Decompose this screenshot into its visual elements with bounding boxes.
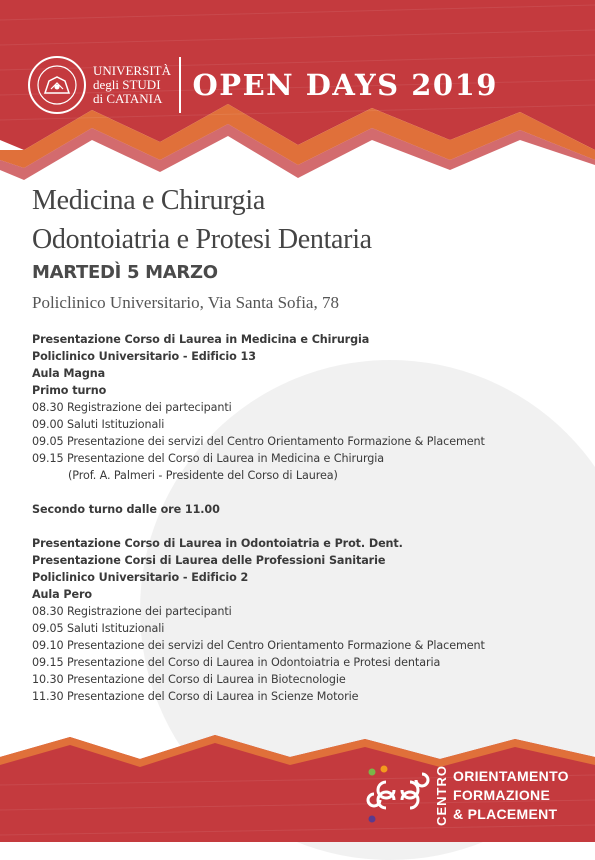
program-heading: Aula Magna — [32, 367, 106, 380]
event-location: Policlinico Universitario, Via Santa Sofia, 78 — [32, 293, 339, 312]
schedule-note: (Prof. A. Palmeri - Presidente del Corso di Laurea) — [68, 469, 338, 482]
university-seal-icon — [27, 55, 87, 115]
schedule-item: 09.00 Saluti Istituzionali — [32, 418, 165, 431]
header-divider — [179, 57, 181, 113]
header — [27, 57, 498, 113]
cofp-vertical-label: CENTRO — [434, 764, 449, 826]
schedule-item: 08.30 Registrazione dei partecipanti — [32, 605, 232, 618]
schedule-item: 09.10 Presentazione dei servizi del Centro Orientamento Formazione & Placement — [32, 639, 485, 652]
schedule-item: 09.15 Presentazione del Corso di Laurea in Odontoiatria e Protesi dentaria — [32, 656, 441, 669]
program — [32, 331, 572, 705]
program-heading: Policlinico Universitario - Edificio 13 — [32, 350, 256, 363]
cofp-logo — [364, 764, 569, 826]
schedule-item: 09.15 Presentazione del Corso di Laurea in Medicina e Chirurgia — [32, 452, 385, 465]
page-subtitle: Odontoiatria e Protesi Dentaria — [32, 224, 372, 255]
event-title: OPEN DAYS 2019 — [192, 68, 498, 102]
program-heading: Presentazione Corso di Laurea in Medicina e Chirurgia — [32, 333, 370, 346]
page-title: Medicina e Chirurgia — [32, 185, 265, 216]
schedule-item: 09.05 Presentazione dei servizi del Centro Orientamento Formazione & Placement — [32, 435, 485, 448]
schedule-item: 10.30 Presentazione del Corso di Laurea in Biotecnologie — [32, 673, 346, 686]
cofp-text — [453, 767, 569, 824]
cofp-line: ORIENTAMENTO — [453, 767, 569, 784]
schedule-item: 11.30 Presentazione del Corso di Laurea in Scienze Motorie — [32, 690, 359, 703]
schedule-item: 09.05 Saluti Istituzionali — [32, 622, 165, 635]
program-heading: Policlinico Universitario - Edificio 2 — [32, 571, 249, 584]
program-heading: Presentazione Corsi di Laurea delle Professioni Sanitarie — [32, 554, 386, 567]
event-date: MARTEDÌ 5 MARZO — [32, 262, 218, 283]
cofp-emblem-icon — [364, 764, 432, 826]
schedule-item: 08.30 Registrazione dei partecipanti — [32, 401, 232, 414]
university-line: UNIVERSITÀ — [93, 63, 171, 78]
cofp-line: FORMAZIONE — [453, 786, 551, 803]
program-heading: Presentazione Corso di Laurea in Odontoiatria e Prot. Dent. — [32, 537, 403, 550]
program-heading: Primo turno — [32, 384, 107, 397]
university-name — [93, 64, 171, 106]
program-heading: Aula Pero — [32, 588, 92, 601]
second-turn-label: Secondo turno dalle ore 11.00 — [32, 503, 220, 516]
university-line: degli STUDI — [93, 77, 161, 92]
cofp-line: & PLACEMENT — [453, 805, 558, 822]
university-line: di CATANIA — [93, 91, 163, 106]
